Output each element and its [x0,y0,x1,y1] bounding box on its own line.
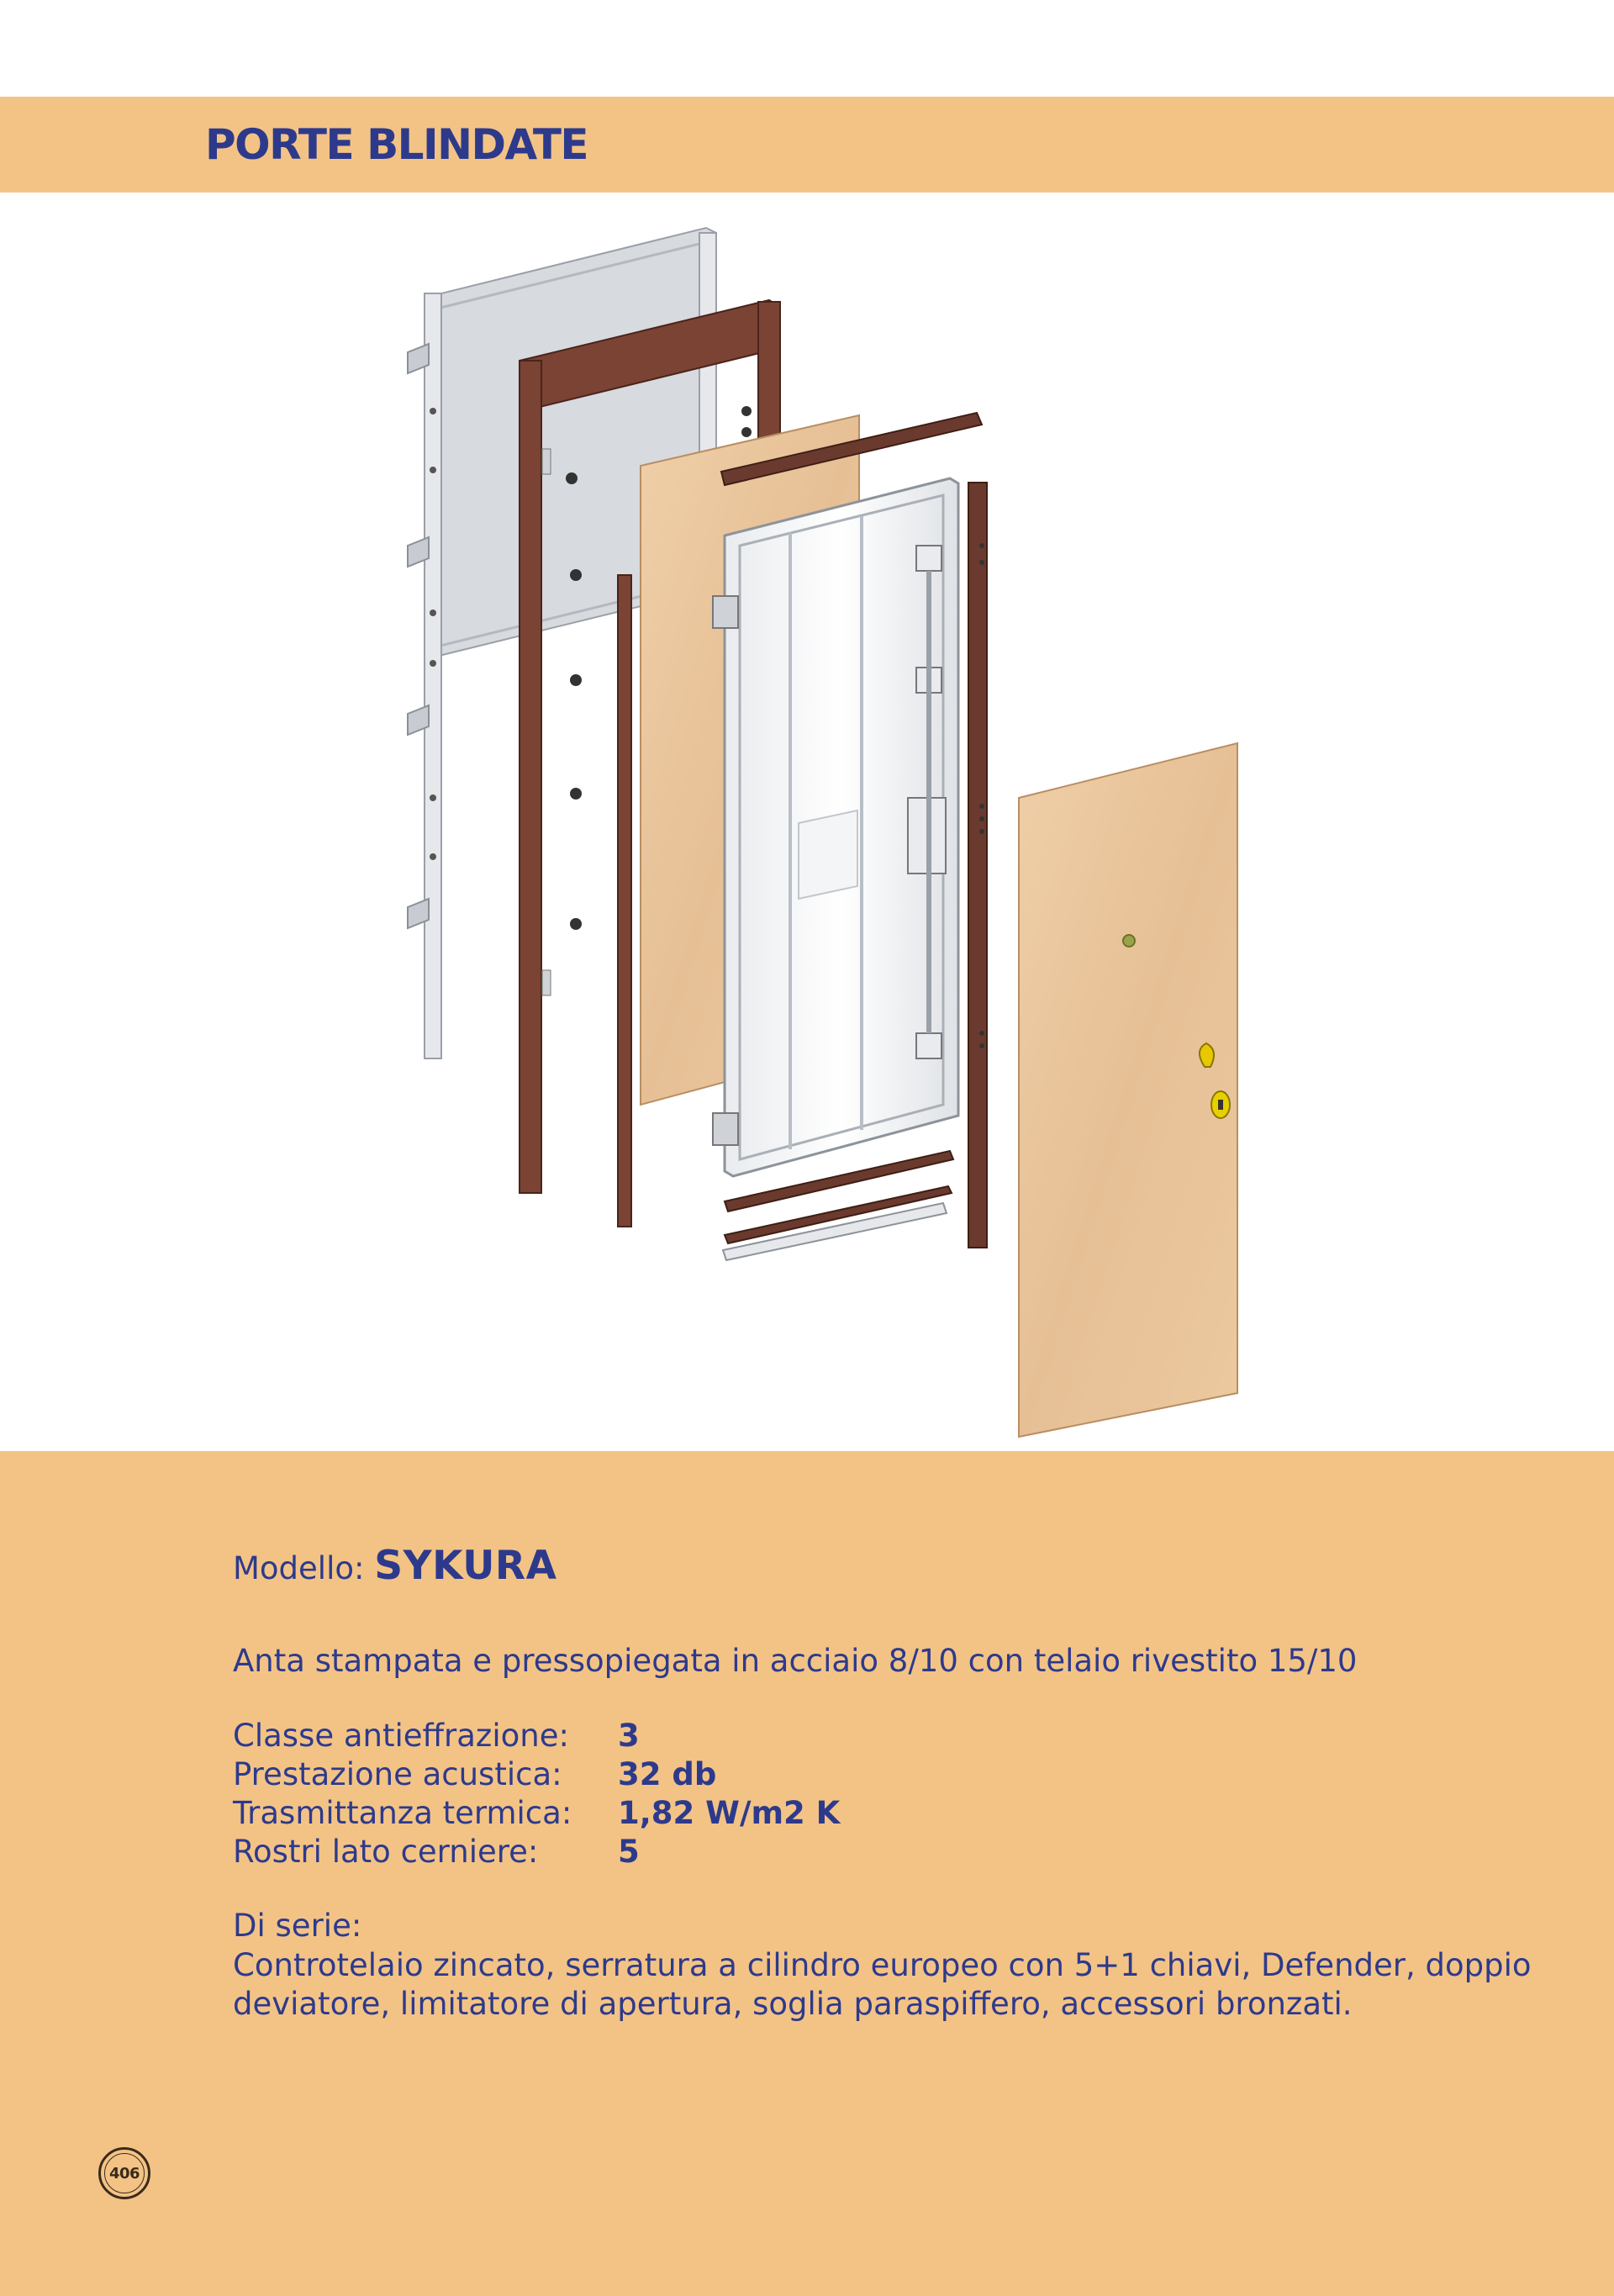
spec-value: 32 db [618,1756,717,1792]
spec-label: Rostri lato cerniere: [233,1834,539,1870]
spec-label: Classe antieffrazione: [233,1718,569,1754]
door-illustration-svg [0,193,1614,1451]
finished-wood-door [1019,743,1237,1437]
spec-row [233,1755,840,1794]
page-number: 406 [108,2164,140,2183]
spec-value: 1,82 W/m2 K [618,1795,841,1831]
spec-row [233,1717,840,1755]
info-band [0,1451,1614,2296]
spec-label: Prestazione acustica: [233,1756,562,1792]
steel-door-skeleton [713,478,987,1248]
standard-features-text: Controtelaio zincato, serratura a cilindro europeo con 5+1 chiavi, Defender, doppio deviatore, limitatore di apertura, soglia paraspiffero, accessori bronzati. [233,1947,1532,2022]
spec-row [233,1794,840,1833]
page-title: PORTE BLINDATE [205,120,588,169]
model-line [233,1543,556,1589]
spec-label: Trasmittanza termica: [233,1795,572,1831]
door-exploded-illustration [0,193,1614,1451]
standard-features-title: Di serie: [233,1908,362,1944]
model-label: Modello: [233,1550,365,1586]
specs-table [233,1717,840,1871]
door-handle-icon [1200,1043,1214,1067]
spec-value: 3 [618,1718,640,1754]
header-band [0,97,1614,193]
spec-row [233,1833,840,1871]
spec-value: 5 [618,1834,640,1870]
peephole-icon [1123,935,1135,947]
page-number-badge [98,2147,150,2199]
model-name: SYKURA [374,1543,557,1589]
product-description: Anta stampata e pressopiegata in acciaio 8/10 con telaio rivestito 15/10 [233,1643,1358,1679]
